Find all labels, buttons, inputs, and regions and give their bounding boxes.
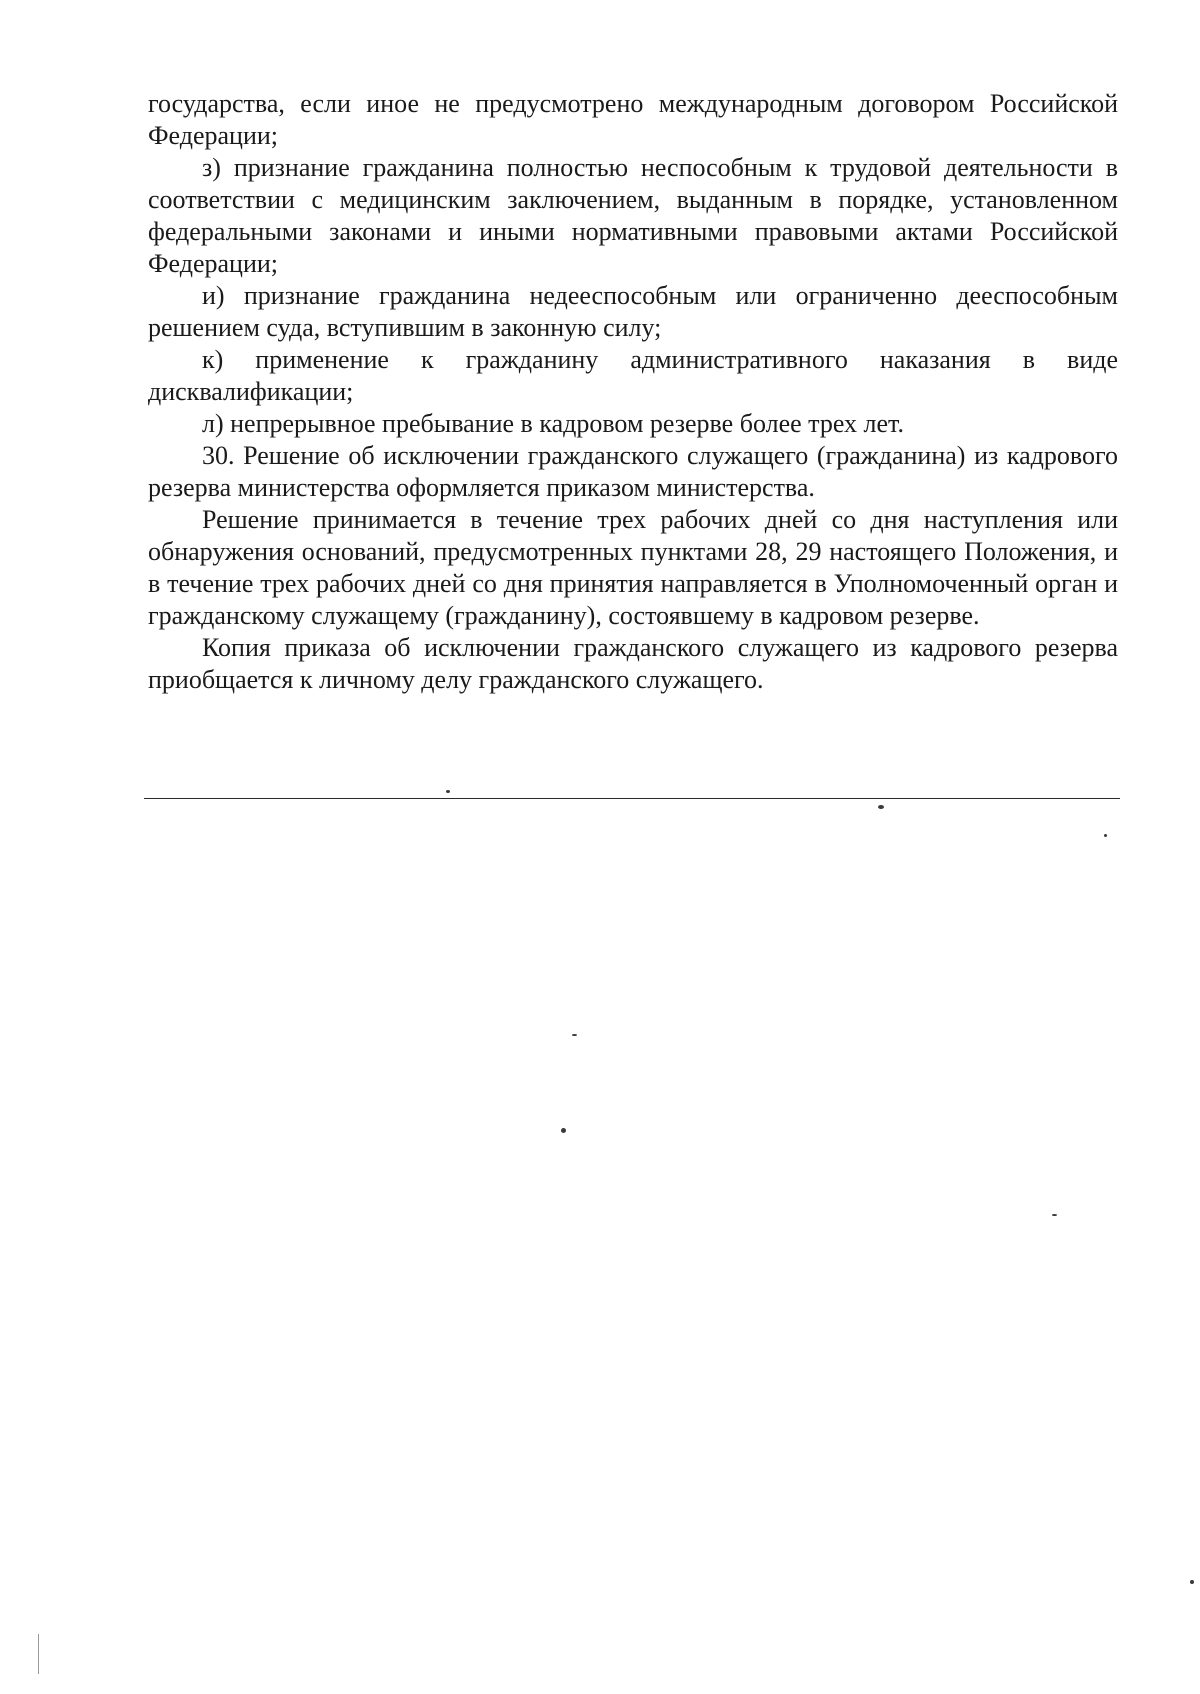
scan-speck (446, 790, 450, 793)
paragraph-item-l: л) непрерывное пребывание в кадровом резерве более трех лет. (202, 409, 904, 438)
scan-speck (1190, 1580, 1194, 1584)
scan-speck (561, 1128, 566, 1133)
paragraph-item-i: и) признание гражданина недееспособным или ограниченно дееспособным решением суда, вступившим в законную силу; (148, 281, 1118, 342)
scan-speck (1104, 834, 1107, 837)
paragraph-order-copy: Копия приказа об исключении гражданского служащего из кадрового резерва приобщается к личному делу гражданского служащего. (148, 633, 1118, 694)
scan-margin-mark (38, 1634, 39, 1674)
paragraph-continuation: государства, если иное не предусмотрено международным договором Российской Федерации; (148, 89, 1118, 150)
scan-speck (878, 805, 884, 809)
scan-speck (1052, 1214, 1057, 1216)
paragraph-item-z: з) признание гражданина полностью неспособным к трудовой деятельности в соответствии с медицинским заключением, выданным в порядке, установленном федеральными законами и иными нормативными правовыми актами Российской Федерации; (148, 153, 1118, 278)
paragraph-clause-30: 30. Решение об исключении гражданского служащего (гражданина) из кадрового резерва министерства оформляется приказом министерства. (148, 441, 1118, 502)
paragraph-decision-timing: Решение принимается в течение трех рабочих дней со дня наступления или обнаружения оснований, предусмотренных пунктами 28, 29 настоящего Положения, и в течение трех рабочих дней со дня принятия направляется в Уполномоченный орган и гражданскому служащему (гражданину), состоявшему в кадровом резерве. (148, 505, 1118, 630)
document-body (148, 88, 1118, 696)
paragraph-item-k: к) применение к гражданину административного наказания в виде дисквалификации; (148, 345, 1118, 406)
scan-speck (572, 1034, 577, 1036)
end-divider-line (144, 798, 1120, 799)
